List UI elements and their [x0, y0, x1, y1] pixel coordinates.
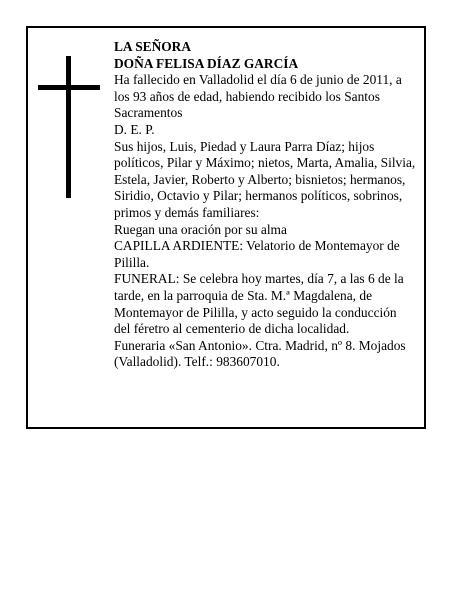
cross-vertical-bar [66, 56, 71, 198]
wake-location: CAPILLA ARDIENTE: Velatorio de Montemayor de Pililla. [114, 238, 400, 270]
funeral-home-contact: Funeraria «San Antonio». Ctra. Madrid, nº 8. Mojados (Valladolid). Telf.: 983607010. [114, 337, 406, 370]
obituary-text-block [114, 39, 416, 371]
death-announcement: Ha fallecido en Valladolid el día 6 de junio de 2011, a los 93 años de edad, habiendo recibido los Santos Sacramentos [114, 72, 402, 121]
rest-in-peace: D. E. P. [114, 121, 155, 137]
deceased-name: DOÑA FELISA DÍAZ GARCÍA [114, 55, 299, 71]
deceased-title: LA SEÑORA [114, 39, 192, 54]
prayer-request: Ruegan una oración por su alma [114, 221, 287, 237]
latin-cross-icon [38, 56, 100, 198]
family-members: Sus hijos, Luis, Piedad y Laura Parra Díaz; hijos políticos, Pilar y Máximo; nietos, Marta, Amalia, Silvia, Estela, Javier, Roberto y Alberto; bisnietos; hermanos, Siridio, Octavio y Pilar; hermanos políticos, sobrinos, primos y demás familiares: [114, 138, 416, 220]
funeral-details: FUNERAL: Se celebra hoy martes, día 7, a las 6 de la tarde, en la parroquia de Sta. M.ª Magdalena, de Montemayor de Pililla, y acto seguido la conducción del féretro al cementerio de dicha localidad. [114, 271, 404, 337]
cross-horizontal-bar [38, 85, 100, 90]
obituary-notice-frame [26, 26, 426, 429]
